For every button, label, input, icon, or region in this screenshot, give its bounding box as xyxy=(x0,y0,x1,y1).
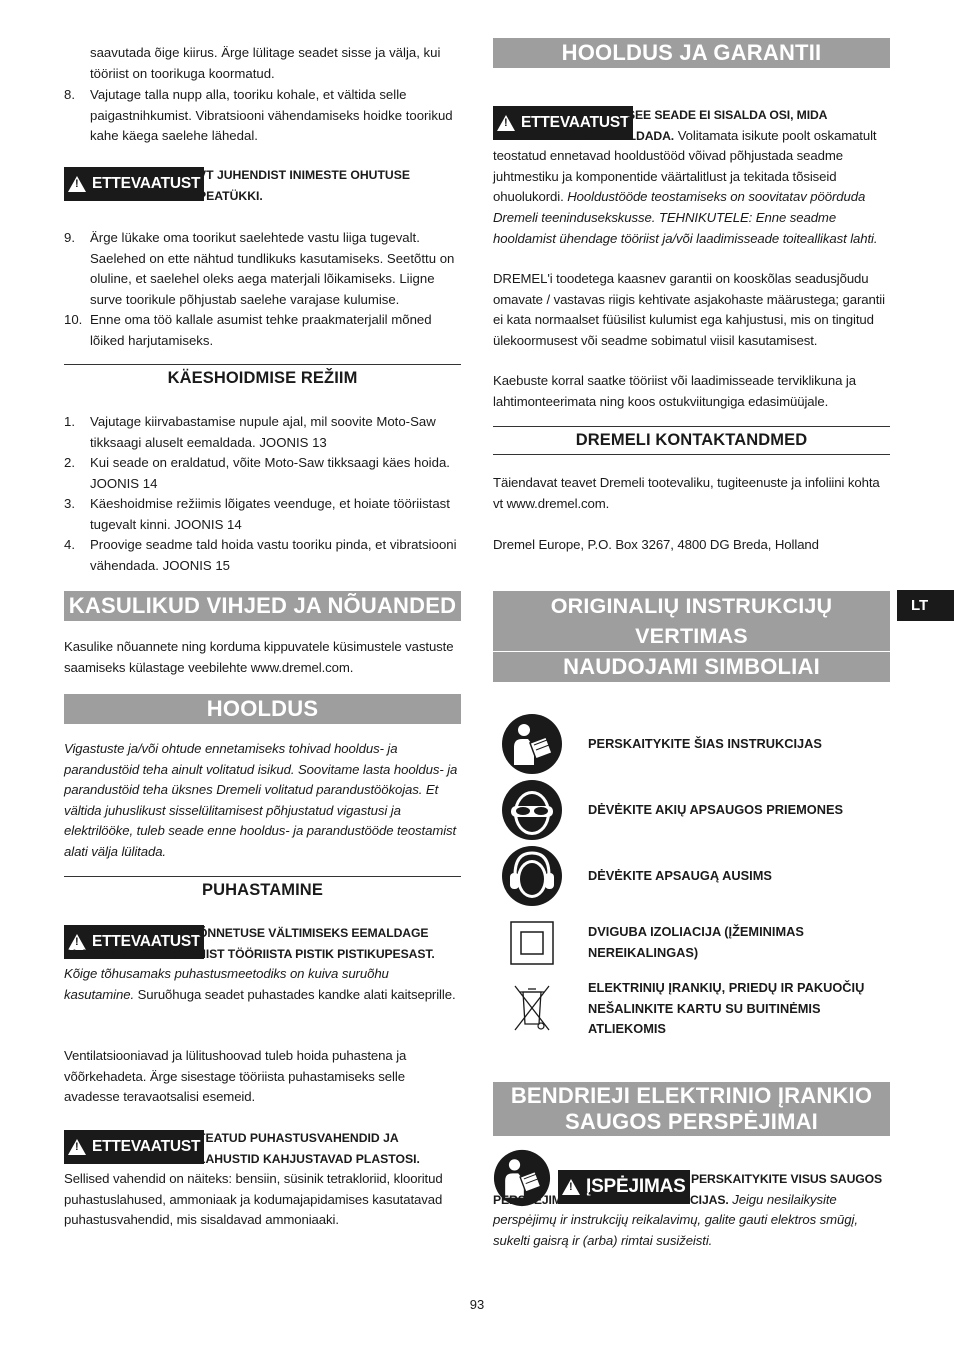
general-warning-text: PERSKAITYKITE VISUS SAUGOS PERSPĖJIMUS IR VISAS INSTRUKCIJAS. Jeigu nesilaikysite perspėjimų ir instrukcijų reikalavimų, galite gauti elektros smūgį, sukelti gaisrą ir (arba) rimtai susižeisti. xyxy=(493,1172,883,1248)
list-item: 4. Proovige seadme tald hoida vastu tooriku pinda, et vibratsiooni vähendada. JOONIS 15 xyxy=(64,537,457,573)
ear-protection-icon xyxy=(501,845,563,907)
step-10: 10. Enne oma töö kallale asumist tehke praakmaterjalil mõned lõiked harjutamiseks. xyxy=(64,312,432,348)
caution-text: VT JUHENDIST INIMESTE OHUTUSE PEATÜKKI. xyxy=(198,168,410,203)
page-number: 93 xyxy=(469,1297,485,1312)
double-insulation-icon xyxy=(501,912,563,974)
warning-triangle-icon xyxy=(68,1139,86,1155)
caution-badge: ! ETTEVAATUST xyxy=(64,167,204,201)
tips-text: Kasulike nõuannete ning korduma kippuvatele küsimustele vastuste saamiseks külastage veebilehte www.dremel.com. xyxy=(64,639,454,675)
cleaning-warning-text: ÕNNETUSE VÄLTIMISEKS EEMALDAGE ALATI ENNE PUHASTAMIST TÖÖRIISTA PISTIK PISTIKUPESAST. Kõige tõhusamaks puhastusmeetodiks on kuiva suruõhu kasutamine. Suruõhuga seadet puhastades kandke alati kaitseprille. xyxy=(64,926,456,1002)
cleaning-heading: PUHASTAMINE xyxy=(64,876,461,900)
contact-text: Täiendavat teavet Dremeli tootevaliku, tugiteenuste ja infoliini kohta vt www.dremel.com. xyxy=(493,475,880,511)
warranty-claims-text: Kaebuste korral saatke tööriist või laadimisseade terviklikuna ja lahtimonteerimata ning koos ostukviitungiga edasimüüjale. xyxy=(493,373,856,409)
handheld-heading: KÄESHOIDMISE REŽIIM xyxy=(64,364,461,388)
eye-protection-icon xyxy=(501,779,563,841)
list-item: 3. Käeshoidmise režiimis lõigates veenduge, et hoiate tööriistast tugevalt kinni. JOONIS 14 xyxy=(64,496,450,532)
contact-address: Dremel Europe, P.O. Box 3267, 4800 DG Breda, Holland xyxy=(493,537,819,552)
step-9: 9. Ärge lükake oma toorikut saelehtede vastu liiga tugevalt. Saelehed on ette nähtud tundlikuks kasutamiseks. Seetõttu on oluline, et saelehel oleks aega materjali lõikamiseks. Liigne surve toorikule põhjustab saelehe varajase kulumise. xyxy=(64,230,455,307)
service-heading: HOOLDUS xyxy=(64,694,461,724)
caution-badge: ! ETTEVAATUST xyxy=(64,1130,204,1164)
tips-heading: KASULIKUD VIHJED JA NÕUANDED xyxy=(64,591,461,621)
solvent-text: Sellised vahendid on näiteks: bensiin, süsinik tetrakloriid, klooritud puhastuslahused, ammoniaak ja kodumajapidamises kasutatavad puhastusvahendid, mis sisaldavad ammoniaaki. xyxy=(64,1171,443,1227)
solvent-warning-text: TEATUD PUHASTUSVAHENDID JA LAHUSTID KAHJUSTAVAD PLASTOSI. xyxy=(198,1131,420,1166)
list-item: 2. Kui seade on eraldatud, võite Moto-Saw tikksaagi käes hoida. JOONIS 14 xyxy=(64,455,450,491)
step-7-continued: saavutada õige kiirus. Ärge lülitage seadet sisse ja välja, kui tööriist on toorikuga koormatud. xyxy=(90,45,441,81)
contact-heading: DREMELI KONTAKTANDMED xyxy=(493,426,890,455)
caution-badge: ! ETTEVAATUST xyxy=(493,106,633,140)
lt-translation-heading: ORIGINALIŲ INSTRUKCIJŲ VERTIMAS xyxy=(493,591,890,651)
language-tab-lt: LT xyxy=(897,590,954,621)
symbol-label: DĖVĖKITE AKIŲ APSAUGOS PRIEMONES xyxy=(588,802,844,817)
symbols-heading: NAUDOJAMI SIMBOLIAI xyxy=(493,652,890,682)
service-text: Vigastuste ja/või ohtude ennetamiseks tohivad hooldus- ja parandustöid teha ainult volitatud isikud. Soovitame lasta hooldus- ja parandustöid teha üksnes Dremeli volitatud parandustöökojas. Et vältida juhuslikust sisselülitamisest põhjustatud vigastusi ja elektrilööke, tuleb seade enne hooldus- ja parandustööde teostamist alati välja lülitada. xyxy=(64,741,458,859)
warning-triangle-icon xyxy=(68,176,86,192)
read-manual-icon xyxy=(501,713,563,775)
list-item: 1. Vajutage kiirvabastamise nupule ajal, mil soovite Moto-Saw tikksaagi aluselt eemaldada. JOONIS 13 xyxy=(64,414,436,450)
warranty-warning-text: SEE SEADE EI SISALDA OSI, MIDA KASUTAJA VÕIKS HOOLDADA. Volitamata isikute poolt oskamatult teostatud ennetavad hooldustööd võivad põhjustada seadme juhtmestiku ja komponentide väärtalitlust ja tekitada tõsiseid ohuolukordi. Hooldustööde teostamiseks on soovitatav pöörduda Dremeli teenindusekskusse. TEHNIKUTELE: Enne seadme hooldamist ühendage tööriist ja/või laadimisseade toiteallikast lahti. xyxy=(493,108,878,246)
warning-badge: ! ĮSPĖJIMAS xyxy=(558,1170,690,1204)
step-8: 8. Vajutage talla nupp alla, tooriku kohale, et vältida selle paigastnihkumist. Vibratsiooni vähendamiseks hoidke toorikud kahe käega saelehe lähedal. xyxy=(64,87,453,143)
symbol-label: DĖVĖKITE APSAUGĄ AUSIMS xyxy=(588,868,772,883)
symbol-label: PERSKAITYKITE ŠIAS INSTRUKCIJAS xyxy=(588,736,822,751)
cleaning-text: Ventilatsiooniavad ja lülitushoovad tuleb hoida puhastena ja võõrkehadeta. Ärge sisestage tööriista puhastamiseks selle avadesse teravaotsalisi esemeid. xyxy=(64,1048,407,1104)
warranty-heading: HOOLDUS JA GARANTII xyxy=(493,38,890,68)
symbol-label: DVIGUBA IZOLIACIJA (ĮŽEMINIMAS NEREIKALINGAS) xyxy=(588,924,804,960)
symbol-label: ELEKTRINIŲ ĮRANKIŲ, PRIEDŲ IR PAKUOČIŲ NEŠALINKITE KARTU SU BUITINĖMIS ATLIEKOMIS xyxy=(588,980,865,1036)
general-safety-heading: BENDRIEJI ELEKTRINIO ĮRANKIO SAUGOS PERSPĖJIMAI xyxy=(493,1082,890,1136)
crossed-bin-icon xyxy=(501,980,563,1042)
caution-badge: ! ETTEVAATUST xyxy=(64,925,204,959)
warranty-text: DREMEL'i toodetega kaasnev garantii on kooskõlas seadusjõudu omavate / vastavas riigis kehtivate asjakohaste määrustega; garantii ei kata normaalset füüsilist kulumist ega kahjustusi, mis on tingitud ülekoormusest või seadme sobimatul viisil kasutamisest. xyxy=(493,271,885,348)
